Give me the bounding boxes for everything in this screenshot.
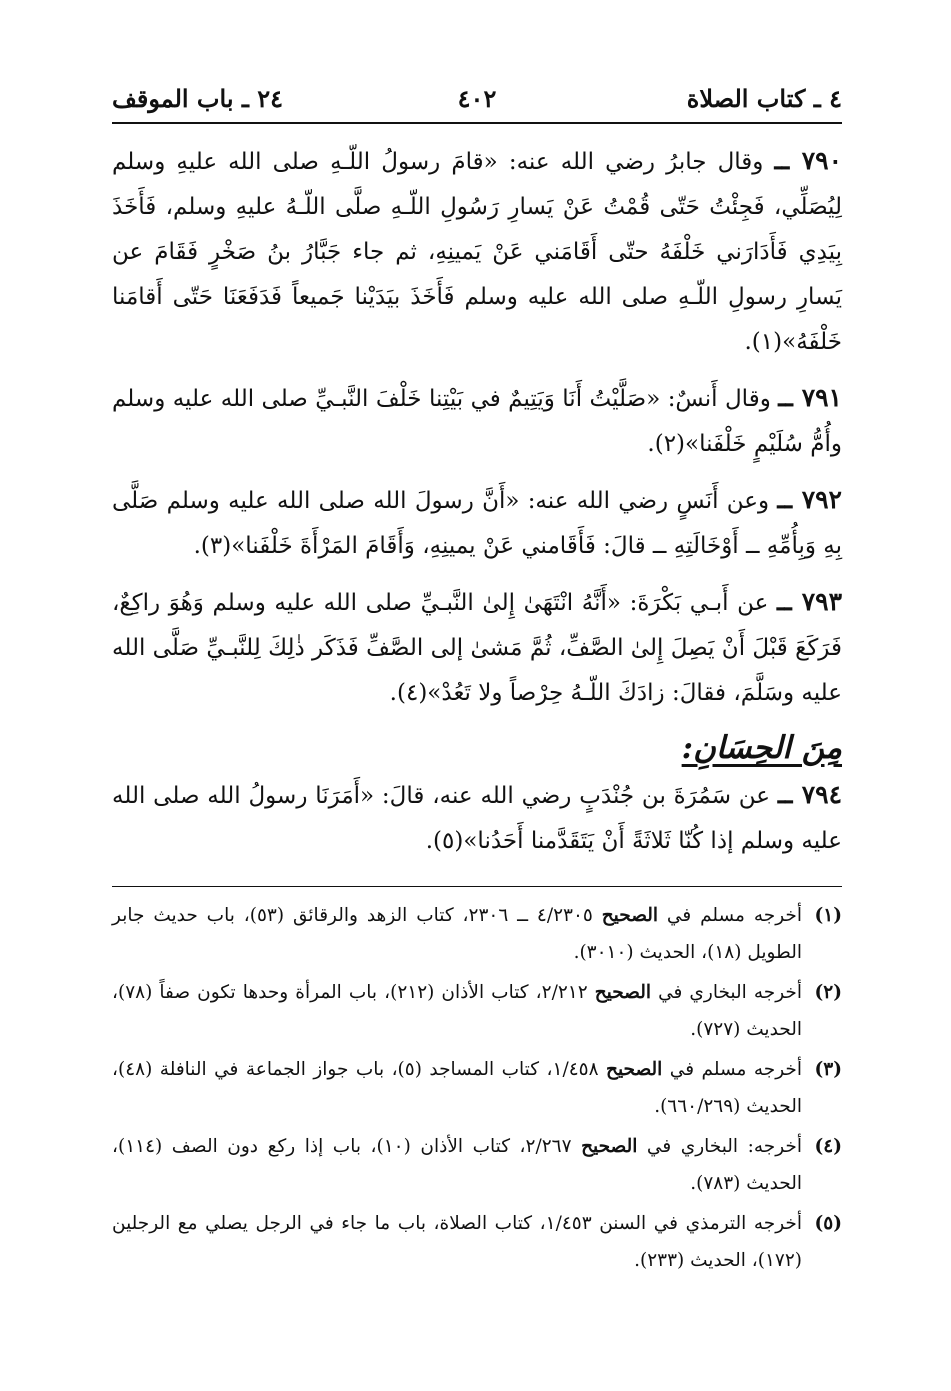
hadith-text: وعن أَنَسٍ رضي الله عنه: «أَنَّ رسولَ الله صلى الله عليه وسلم صَلَّى بِهِ وَبِأُمِّهِ ــ أَوْخَالَتِهِ ــ قالَ: فَأَقَامني عَنْ يمينِهِ، وَأَقَامَ المَرْأَةَ خَلْفَنا»(٣). (112, 488, 842, 559)
footnote-text: أخرجه مسلم في (662, 1059, 802, 1080)
hadith-text: عن أَبـي بَكْرَةَ: «أَنَّهُ انْتَهَىٰ إِلىٰ النَّبـيِّ صلى الله عليه وسلم وَهُوَ راكِعٌ، فَرَكَعَ قَبْلَ أَنْ يَصِلَ إِلىٰ الصَّفِّ، ثُمَّ مَشىٰ إلى الصَّفِّ فَذَكَر ذٰلِكَ لِلنَّبـيِّ صَلَّى الله عليه وسَلَّمَ، فقالَ: زادَكَ اللّـهُ حِرْصاً ولا تَعُدْ»(٤). (112, 590, 842, 706)
footnote-4 (112, 1128, 842, 1202)
footnote-3 (112, 1051, 842, 1125)
section-heading: مِنَ الحِسَانِ: (681, 730, 842, 766)
footnote-rule (112, 886, 842, 887)
footnote-number: (٣) (814, 1059, 842, 1080)
section-title: ٢٤ ـ باب الموقف (112, 84, 284, 113)
footnote-source: الصحيح (594, 982, 652, 1003)
footnote-source: الصحيح (606, 1059, 663, 1080)
footnote-text: أخرجه مسلم في (658, 905, 802, 926)
hadith-number: ٧٩١ ــ (778, 383, 842, 412)
hadith-794 (112, 772, 842, 864)
footnote-text: أخرجه البخاري في (651, 982, 802, 1003)
hadith-text: وقال جابرُ رضي الله عنه: «قامَ رسولُ اللّـهِ صلى الله عليهِ وسلم لِيُصَلِّي، فَجِئْتُ حَتّى قُمْتُ عَنْ يَسارِ رَسُولِ اللّـهِ صلَّى اللّـهُ عليهِ وسلم، فَأَخَذَ بِيَدِي فَأَدَارَني خَلْفَهُ حتّى أَقَامَني عَنْ يَمينِهِ، ثم جاء جَبَّارُ بنُ صَخْرٍ فَقَامَ عن يَسارِ رسولِ اللّـهِ صلى الله عليه وسلم فَأَخَذَ بيَدَيْنا جَميعاً فَدَفَعَنَا حَتّى أَقامَنا خَلْفَهُ»(١). (112, 149, 842, 355)
footnote-number: (٢) (814, 982, 842, 1003)
footnote-number: (٥) (814, 1213, 842, 1234)
hadith-text: وقال أَنسٌ: «صَلَّيْتُ أَنَا وَيَتِيمٌ في بَيْتِنا خَلْفَ النَّبـيِّ صلى الله عليه وسلم وأُمُّ سُلَيْمٍ خَلْفَنا»(٢). (112, 386, 842, 457)
footnote-5 (112, 1205, 842, 1279)
footnote-number: (٤) (814, 1136, 842, 1157)
footnote-text: ١/٤٥٨، كتاب المساجد (٥)، باب جواز الجماعة في النافلة (٤٨)، الحديث (٦٦٠/٢٦٩). (112, 1059, 802, 1117)
footnote-text: ٢/٢٦٧، كتاب الأذان (١٠)، باب إذا ركع دون الصف (١١٤)، الحديث (٧٨٣). (112, 1136, 802, 1194)
main-text (112, 138, 842, 864)
hadith-790 (112, 138, 842, 365)
footnote-text: ٢/٢١٢، كتاب الأذان (٢١٢)، باب المرأة وحدها تكون صفاً (٧٨)، الحديث (٧٢٧). (112, 982, 802, 1040)
hadith-number: ٧٩٤ ــ (777, 780, 843, 809)
hadith-793 (112, 579, 842, 716)
footnote-source: الصحيح (601, 905, 659, 926)
page-number: ٤٠٢ (457, 84, 497, 113)
hadith-number: ٧٩٣ ــ (777, 587, 843, 616)
footnote-2 (112, 974, 842, 1048)
footnote-source: الصحيح (581, 1136, 638, 1157)
hadith-791 (112, 375, 842, 467)
chapter-title: ٤ ـ كتاب الصلاة (686, 84, 842, 113)
footnotes (112, 897, 842, 1279)
hadith-number: ٧٩٠ ــ (774, 146, 843, 175)
footnote-1 (112, 897, 842, 971)
hadith-number: ٧٩٢ ــ (777, 485, 842, 514)
footnote-text: أخرجه: البخاري في (637, 1136, 802, 1157)
header-rule (112, 122, 842, 124)
page-header (112, 76, 842, 122)
hadith-792 (112, 477, 842, 569)
book-page (112, 76, 842, 1282)
footnote-text: ٤/٢٣٠٥ ــ ٢٣٠٦، كتاب الزهد والرقائق (٥٣)، باب حديث جابر الطويل (١٨)، الحديث (٣٠١٠). (112, 905, 802, 963)
hadith-text: عن سَمُرَةَ بن جُنْدَبٍ رضي الله عنه، قالَ: «أَمَرَنَا رسولُ الله صلى الله عليه وسلم إذا كُنّا ثَلاثَةً أَنْ يَتَقَدَّمنا أَحَدُنا»(٥). (112, 783, 842, 854)
footnote-number: (١) (814, 905, 842, 926)
footnote-text: أخرجه الترمذي في السنن ١/٤٥٣، كتاب الصلاة، باب ما جاء في الرجل يصلي مع الرجلين (١٧٢)، الحديث (٢٣٣). (112, 1213, 802, 1271)
